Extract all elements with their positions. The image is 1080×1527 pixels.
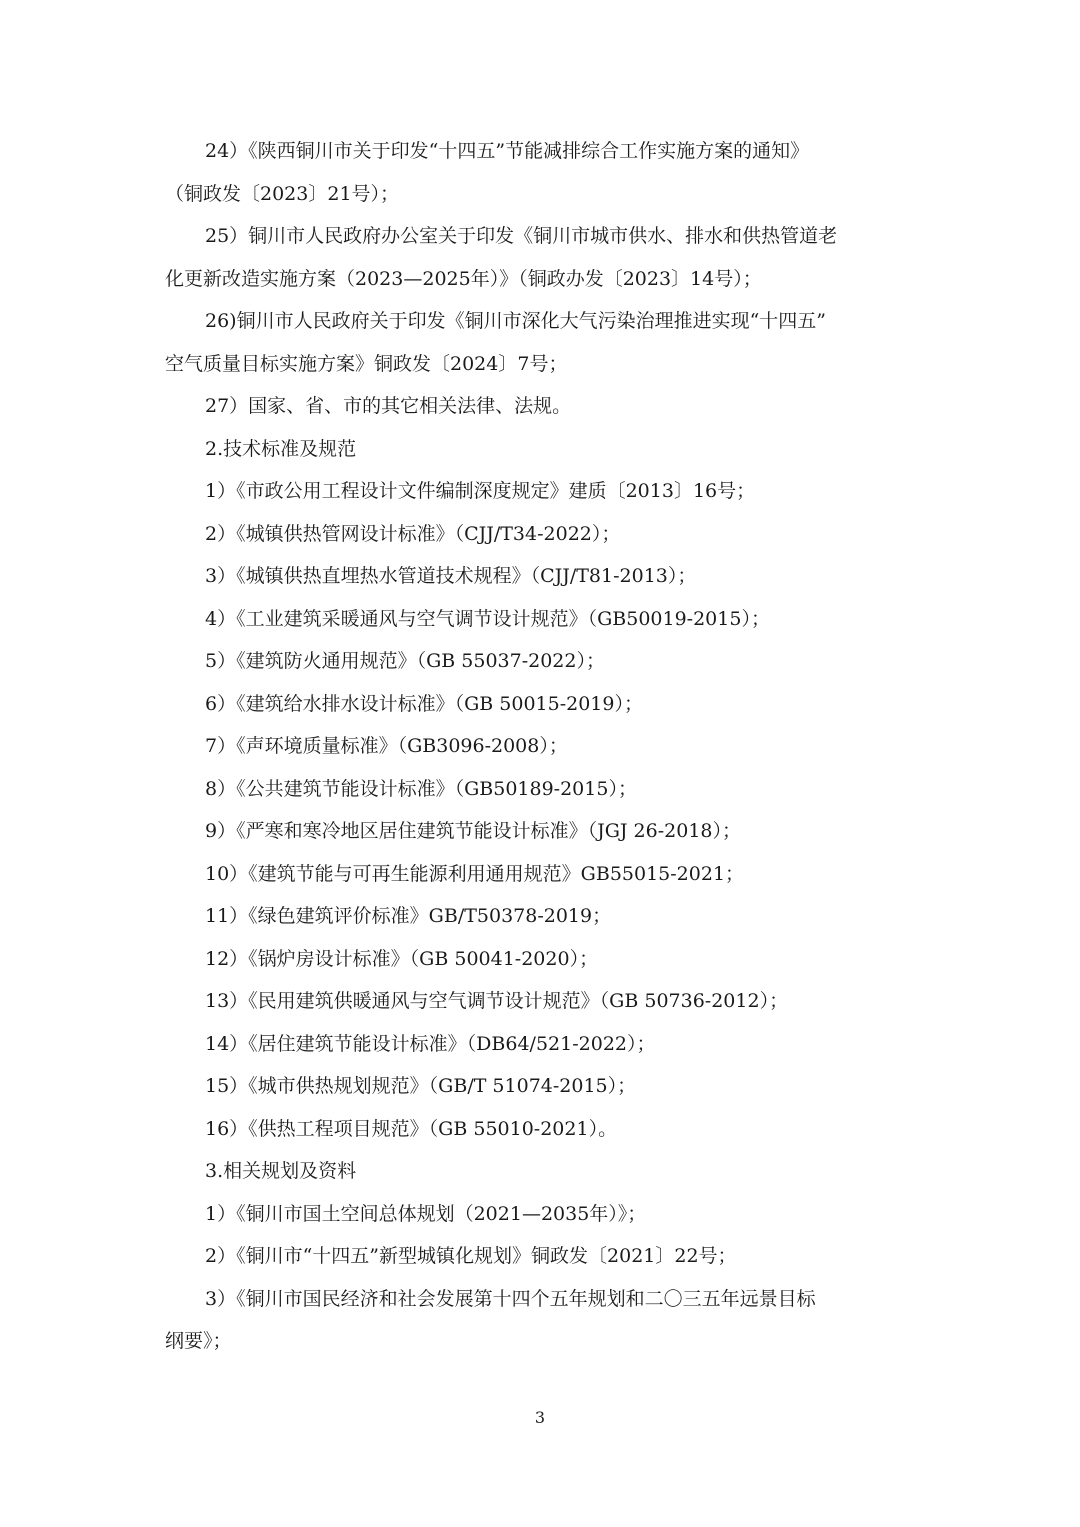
text-line: 2）《铜川市“十四五”新型城镇化规划》铜政发〔2021〕22号；: [205, 1245, 737, 1267]
text-line: 12）《锅炉房设计标准》（GB 50041-2020）；: [205, 947, 599, 970]
document-body: [165, 130, 920, 1363]
text-line: 14）《居住建筑节能设计标准》（DB64/521-2022）；: [205, 1032, 656, 1055]
page-number: 3: [534, 1408, 546, 1427]
text-line: 3）《铜川市国民经济和社会发展第十四个五年规划和二〇三五年远景目标: [205, 1287, 816, 1310]
text-line: 纲要》；: [165, 1330, 232, 1352]
text-line: 10）《建筑节能与可再生能源利用通用规范》GB55015-2021；: [205, 862, 745, 885]
text-line: 4）《工业建筑采暖通风与空气调节设计规范》（GB50019-2015）；: [205, 607, 770, 630]
text-line: 2.技术标准及规范: [205, 437, 357, 460]
text-line: 空气质量目标实施方案》铜政发〔2024〕7号；: [165, 352, 568, 375]
text-line: 13）《民用建筑供暖通风与空气调节设计规范》（GB 50736-2012）；: [205, 990, 789, 1012]
text-line: 9）《严寒和寒冷地区居住建筑节能设计标准》（JGJ 26-2018）；: [205, 820, 741, 842]
text-line: 3.相关规划及资料: [205, 1160, 357, 1182]
text-line: 15）《城市供热规划规范》（GB/T 51074-2015）；: [205, 1075, 637, 1097]
text-line: 7）《声环境质量标准》（GB3096-2008）；: [205, 735, 568, 757]
text-line: 1）《市政公用工程设计文件编制深度规定》建质〔2013〕16号；: [205, 480, 756, 502]
text-line: 16）《供热工程项目规范》（GB 55010-2021）。: [205, 1117, 618, 1140]
text-line: （铜政发〔2023〕21号）；: [165, 182, 400, 205]
text-line: 6）《建筑给水排水设计标准》（GB 50015-2019）；: [205, 692, 643, 715]
text-line: 27）国家、省、市的其它相关法律、法规。: [205, 395, 572, 417]
text-line: 化更新改造实施方案（2023—2025年）》（铜政办发〔2023〕14号）；: [165, 267, 762, 290]
text-line: 24）《陕西铜川市关于印发“十四五”节能减排综合工作实施方案的通知》: [205, 140, 810, 162]
text-line: 5）《建筑防火通用规范》（GB 55037-2022）；: [205, 650, 605, 672]
text-line: 11）《绿色建筑评价标准》GB/T50378-2019；: [205, 905, 612, 927]
text-line: 3）《城镇供热直埋热水管道技术规程》（CJJ/T81-2013）；: [205, 565, 697, 587]
text-line: 8）《公共建筑节能设计标准》（GB50189-2015）；: [205, 777, 637, 800]
text-line: 2）《城镇供热管网设计标准》（CJJ/T34-2022）；: [205, 522, 621, 545]
text-line: 26)铜川市人民政府关于印发《铜川市深化大气污染治理推进实现“十四五”: [205, 310, 827, 332]
text-line: 25）铜川市人民政府办公室关于印发《铜川市城市供水、排水和供热管道老: [205, 225, 838, 247]
text-line: 1）《铜川市国土空间总体规划（2021—2035年）》；: [205, 1202, 647, 1225]
